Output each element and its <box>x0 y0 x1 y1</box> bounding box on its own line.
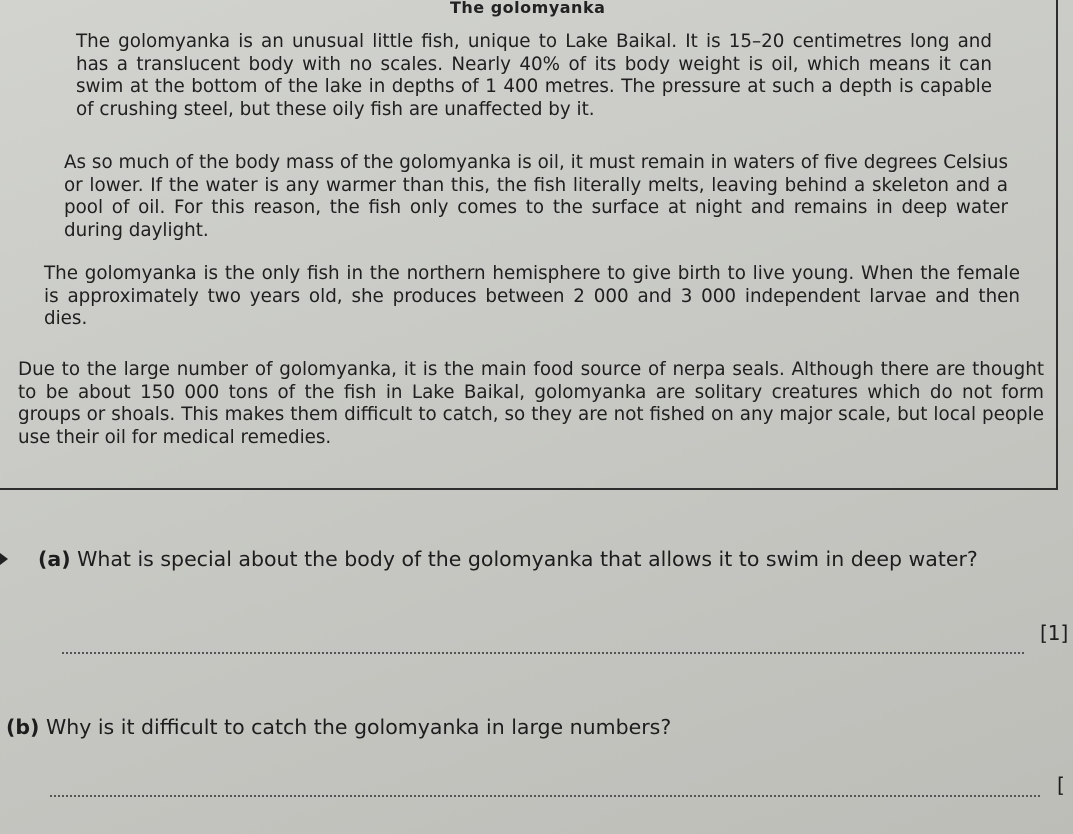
answer-line-a[interactable] <box>62 652 1024 654</box>
passage-paragraph-4: Due to the large number of golomyanka, it is the main food source of nerpa seals. Although there are thought to be about 150 000 tons of the fish in Lake Baikal, golomyanka are solitary creatures which do not form groups or shoals. This makes them difficult to catch, so they are not fished on any major scale, but local people use their oil for medical remedies. <box>18 359 1044 448</box>
question-a-letter: (a) <box>38 547 71 571</box>
question-a-marks: [1] <box>1040 621 1069 645</box>
question-a-text: What is special about the body of the golomyanka that allows it to swim in deep water? <box>77 547 978 571</box>
question-b-marks: [ <box>1057 773 1065 797</box>
question-a <box>38 545 1038 573</box>
passage-title: The golomyanka <box>450 0 606 17</box>
margin-arrow-icon <box>0 553 8 565</box>
passage-paragraph-3: The golomyanka is the only fish in the northern hemisphere to give birth to live young. When the female is approximately two years old, she produces between 2 000 and 3 000 independent larvae and then dies. <box>44 263 1020 329</box>
question-b-letter: (b) <box>6 715 40 739</box>
passage-paragraph-2: As so much of the body mass of the golomyanka is oil, it must remain in waters of five degrees Celsius or lower. If the water is any warmer than this, the fish literally melts, leaving behind a skeleton and a pool of oil. For this reason, the fish only comes to the surface at night and remains in deep water during daylight. <box>64 152 1008 241</box>
answer-line-b[interactable] <box>50 795 1040 797</box>
question-b-text: Why is it difficult to catch the golomyanka in large numbers? <box>45 715 672 739</box>
passage-paragraph-1: The golomyanka is an unusual little fish, unique to Lake Baikal. It is 15–20 centimetres long and has a translucent body with no scales. Nearly 40% of its body weight is oil, which means it can swim at the bottom of the lake in depths of 1 400 metres. The pressure at such a depth is capable of crushing steel, but these oily fish are unaffected by it. <box>76 31 992 120</box>
question-b <box>6 713 1006 741</box>
